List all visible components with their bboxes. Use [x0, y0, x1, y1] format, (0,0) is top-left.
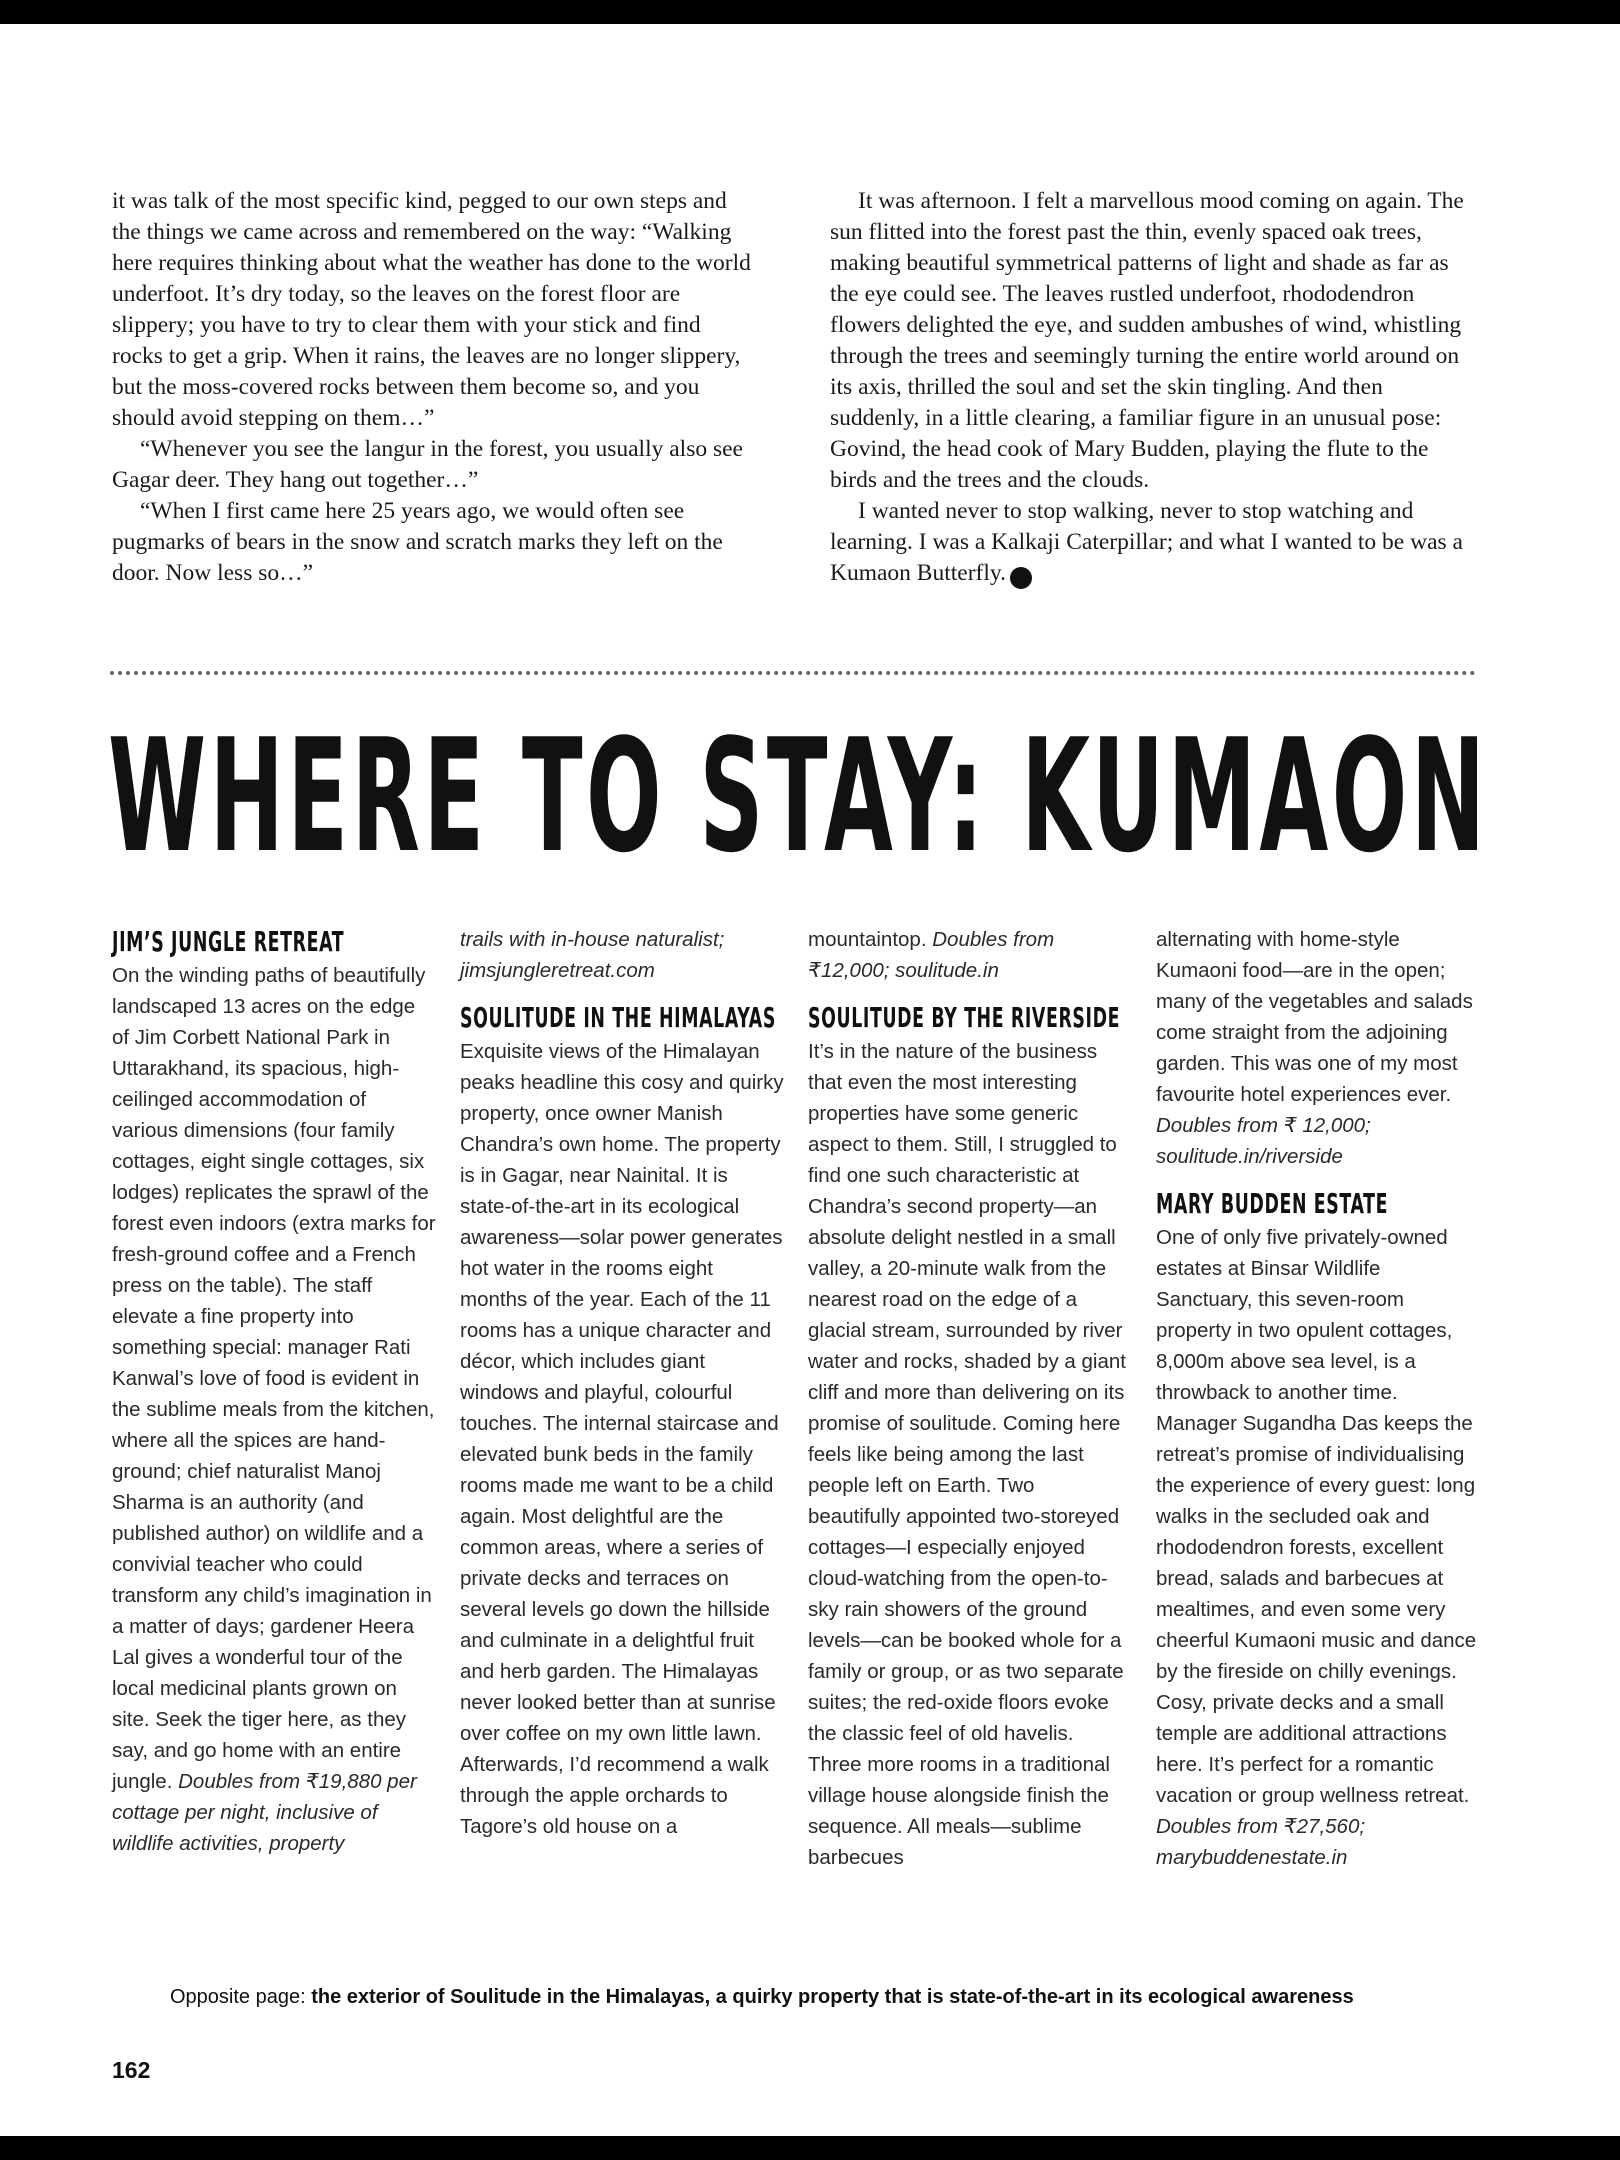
essay-paragraph: it was talk of the most specific kind, pegged to our own steps and the things we came across and remembered on the way: “Walking here requires thinking about what the weather has done to the world underfoot. It’s dry today, so the leaves on the forest floor are slippery; you have to try to clear them with your stick and find rocks to get a grip. When it rains, the leaves are no longer slippery, but the moss-covered rocks between them become so, and you should avoid stepping on them…”	[112, 188, 751, 431]
hotel-description: Exquisite views of the Himalayan peaks headline this cosy and quirky property, once owner Manish Chandra’s own home. The property is in Gagar, near Nainital. It is state-of-the-art in its ecological awareness—solar power generates hot water in the rooms eight months of the year. Each of the 11 rooms has a unique character and décor, which includes giant windows and playful, colourful touches. The internal staircase and elevated bunk beds in the family rooms made me want to be a child again. Most delightful are the common areas, where a series of private decks and terraces on several levels go down the hillside and culminate in a delightful fruit and herb garden. The Himalayas never looked better than at sunrise over coffee on my own little lawn. Afterwards, I’d recommend a walk through the apple orchards to Tagore’s old house on a	[460, 1040, 784, 1838]
hotel-price: Doubles from ₹19,880 per cottage per night, inclusive of wildlife activities, property	[112, 1770, 417, 1855]
photo-caption	[170, 1983, 1570, 2011]
essay-paragraph: It was afternoon. I felt a marvellous mood coming on again. The sun flitted into the forest past the thin, evenly spaced oak trees, making beautiful symmetrical patterns of light and shade as far as the eye could see. The leaves rustled underfoot, rhododendron flowers delighted the eye, and sudden ambushes of wind, whistling through the trees and seemingly turning the entire world around on its axis, thrilled the soul and set the skin tingling. And then suddenly, in a little clearing, a familiar figure in an unusual pose: Govind, the head cook of Mary Budden, playing the flute to the birds and the trees and the clouds.	[830, 188, 1464, 493]
continued-description: mountaintop.	[808, 928, 927, 951]
caption-label: Opposite page:	[170, 1986, 306, 2008]
continued-text	[1156, 924, 1480, 1172]
essay-column-right	[830, 186, 1470, 589]
essay-paragraph: “Whenever you see the langur in the forest, you usually also see Gagar deer. They hang out together…”	[112, 436, 743, 493]
guide-column-4	[1156, 924, 1480, 1873]
hotel-description-text: One of only five privately-owned estates at Binsar Wildlife Sanctuary, this seven-room property in two opulent cottages, 8,000m above sea level, is a throwback to another time. Manager Sugandha Das keeps the retreat’s promise of individualising the experience of every guest: long walks in the secluded oak and rhododendron forests, excellent bread, salads and barbecues at mealtimes, and even some very cheerful Kumaoni music and dance by the fireside on chilly evenings. Cosy, private decks and a small temple are additional attractions here. It’s perfect for a romantic vacation or group wellness retreat.	[1156, 1226, 1477, 1807]
end-mark-icon: T	[1010, 567, 1032, 589]
bottom-border	[0, 2136, 1620, 2160]
hotel-price: Doubles from ₹ 12,000; soulitude.in/riverside	[1156, 1114, 1371, 1168]
hotel-price-continued: trails with in-house naturalist; jimsjungleretreat.com	[460, 928, 725, 982]
hotel-price: Doubles from ₹27,560; marybuddenestate.in	[1156, 1815, 1366, 1869]
essay-paragraph	[830, 496, 1470, 589]
guide-column-3	[808, 924, 1132, 1873]
hotel-heading-mary-budden-estate: MARY BUDDEN ESTATE	[1156, 1187, 1389, 1220]
caption-text: the exterior of Soulitude in the Himalayas, a quirky property that is state-of-the-art in its ecological awareness	[311, 1986, 1354, 2008]
essay-closing-text: I wanted never to stop walking, never to stop watching and learning. I was a Kalkaji Caterpillar; and what I wanted to be was a Kumaon Butterfly.	[830, 498, 1463, 586]
hotel-heading-soulitude-riverside: SOULITUDE BY THE RIVERSIDE	[808, 1001, 1121, 1034]
hotel-description	[112, 960, 436, 1859]
dotted-divider	[110, 671, 1476, 675]
continued-description: alternating with home-style Kumaoni food—are in the open; many of the vegetables and salads come straight from the adjoining garden. This was one of my most favourite hotel experiences ever.	[1156, 928, 1473, 1106]
hotel-price: Doubles from ₹12,000; soulitude.in	[808, 928, 1055, 982]
hotel-heading-soulitude-himalayas: SOULITUDE IN THE HIMALAYAS	[460, 1001, 776, 1034]
continued-text	[808, 924, 1132, 986]
essay-column-left	[112, 186, 752, 589]
guide-column-2	[460, 924, 784, 1842]
continued-text	[460, 924, 784, 986]
hotel-heading-jims-jungle-retreat: JIM’S JUNGLE RETREAT	[112, 925, 345, 958]
hotel-description	[1156, 1222, 1480, 1873]
section-headline: WHERE TO STAY: KUMAON	[108, 705, 1489, 887]
guide-column-1	[112, 924, 436, 1859]
hotel-description: It’s in the nature of the business that even the most interesting properties have some generic aspect to them. Still, I struggled to find one such characteristic at Chandra’s second property—an absolute delight nestled in a small valley, a 20-minute walk from the nearest road on the edge of a glacial stream, surrounded by river water and rocks, shaded by a giant cliff and more than delivering on its promise of soulitude. Coming here feels like being among the last people left on Earth. Two beautifully appointed two-storeyed cottages—I especially enjoyed cloud-watching from the open-to-sky rain showers of the ground levels—can be booked whole for a family or group, or as two separate suites; the red-oxide floors evoke the classic feel of old havelis. Three more rooms in a traditional village house alongside finish the sequence. All meals—sublime barbecues	[808, 1040, 1126, 1869]
essay-paragraph: “When I first came here 25 years ago, we would often see pugmarks of bears in the snow and scratch marks they left on the door. Now less so…”	[112, 498, 723, 586]
page-number: 162	[112, 2057, 151, 2083]
hotel-description-text: On the winding paths of beautifully landscaped 13 acres on the edge of Jim Corbett National Park in Uttarakhand, its spacious, high-ceilinged accommodation of various dimensions (four family cottages, eight single cottages, six lodges) replicates the sprawl of the forest even indoors (extra marks for fresh-ground coffee and a French press on the table). The staff elevate a fine property into something special: manager Rati Kanwal’s love of food is evident in the sublime meals from the kitchen, where all the spices are hand-ground; chief naturalist Manoj Sharma is an authority (and published author) on wildlife and a convivial teacher who could transform any child’s imagination in a matter of days; gardener Heera Lal gives a wonderful tour of the local medicinal plants grown on site. Seek the tiger here, as they say, and go home with an entire jungle.	[112, 964, 436, 1793]
top-border	[0, 0, 1620, 24]
